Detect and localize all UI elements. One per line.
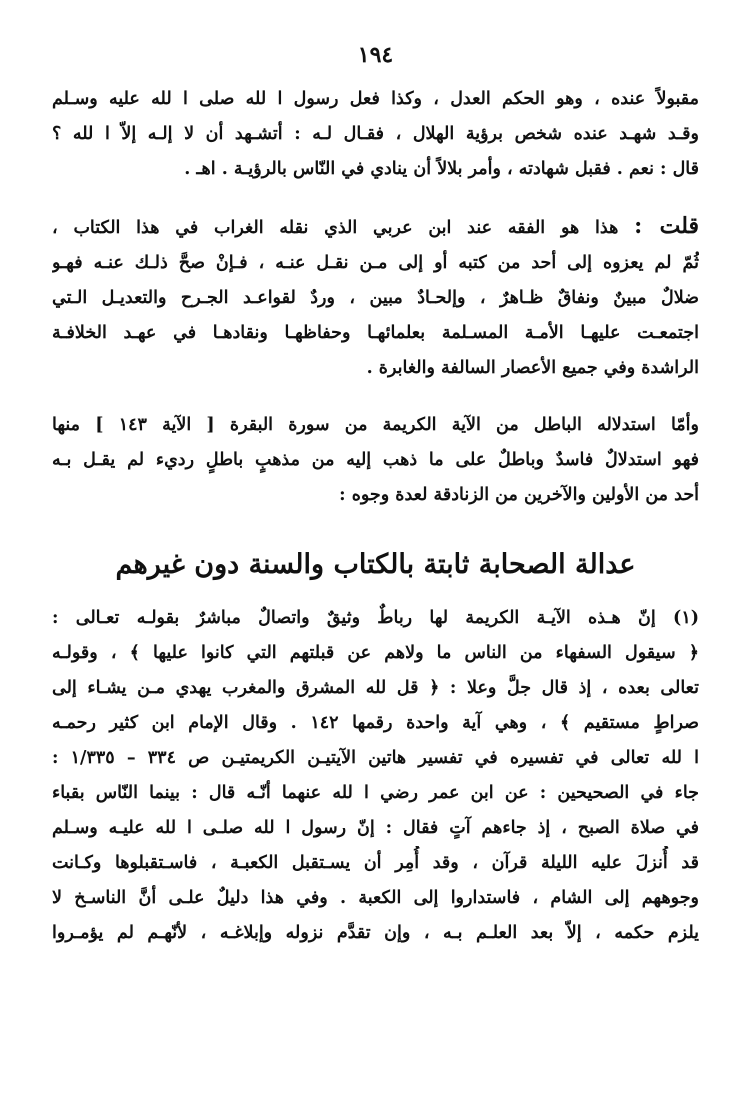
text-line: في صلاة الصبح ، إذ جاءهم آتٍ فقال : إنّ رسول ا لله صلـى ا لله عليـه وسـلم: [52, 818, 699, 838]
text-line: قال : نعم . فقبل شهادته ، وأمر بلالاً أن ينادي في النّاس بالرؤيـة . اهـ .: [184, 159, 699, 179]
text-line: صراطٍ مستقيم ﴾ ، وهي آية واحدة رقمها ١٤٢ . وقال الإمام ابن كثير رحمـه: [52, 713, 699, 733]
text-line: وأمّا استدلاله الباطل من الآية الكريمة من سورة البقرة [ الآية ١٤٣ ] منها: [52, 415, 699, 435]
qult-label: قلت :: [634, 213, 699, 239]
text-line: قد أُنزلَ عليه الليلة قرآن ، وقد أُمِر أن يسـتقبل الكعبـة ، فاسـتقبلوها وكـانت: [52, 853, 699, 873]
text-line: يلزم حكمه ، إلاّ بعد العلـم بـه ، وإن تقدَّم نزوله وإبلاغـه ، لأنّهـم لم يؤمـروا: [52, 923, 699, 943]
text-line: تعالى بعده ، إذ قال جلَّ وعلا : ﴿ قل لله المشرق والمغرب يهدي مـن يشـاء إلى: [52, 678, 699, 698]
text-line: وقـد شهـد عنده شخص برؤية الهلال ، فقـال لـه : أتشـهد أن لا إلـه إلاّ ا لله ؟: [52, 124, 699, 144]
text-line: فهو استدلالٌ فاسدٌ وباطلٌ على ما ذهب إليه من مذهبٍ باطلٍ رديء لم يقـل بـه: [52, 450, 699, 470]
page-number: ١٩٤: [357, 42, 394, 68]
text-line: (١) إنّ هـذه الآيـة الكريمة لها رباطٌ وثيقٌ واتصالٌ مباشرٌ بقولـه تعـالى :: [52, 608, 699, 628]
text-line: ثُمّ لم يعزوه إلى أحد من كتبه أو إلى مـن نقـل عنـه ، فـإنْ صحَّ ذلـك عنـه فهـو: [52, 253, 699, 273]
text-line: اجتمعـت عليهـا الأمـة المسـلمة بعلمائهـا وحفاظهـا ونقادهـا في عهـد الخلافـة: [52, 323, 699, 343]
qult-line-rest: هذا هو الفقه عند ابن عربي الذي نقله الغراب في هذا الكتاب ،: [52, 218, 619, 238]
paragraph-qult: [52, 209, 699, 386]
section-heading: عدالة الصحابة ثابتة بالكتاب والسنة دون غيرهم: [115, 549, 636, 580]
text-line: ﴿ سيقول السفهاء من الناس ما ولاهم عن قبلتهم التي كانوا عليها ﴾ ، وقولـه: [52, 643, 699, 663]
text-line: الراشدة وفي جميع الأعصار السالفة والغابرة .: [366, 358, 699, 378]
text-line: وجوههم إلى الشام ، فاستداروا إلى الكعبة . وفي هذا دليلٌ علـى أنَّ الناسـخ لا: [52, 888, 699, 908]
paragraph-testimony: [52, 82, 699, 187]
paragraph-istidlal: [52, 408, 699, 513]
text-line: ضلالٌ مبينٌ ونفاقٌ ظـاهرٌ ، وإلحـادٌ مبين ، وردٌ لقواعـد الجـرح والتعديـل الـتي: [52, 288, 699, 308]
text-line: ا لله تعالى في تفسيره في تفسير هاتين الآيتيـن الكريمتيـن ص ٣٣٤ – ١/٣٣٥ :: [52, 748, 699, 768]
text-line: مقبولاً عنده ، وهو الحكم العدل ، وكذا فعل رسول ا لله صلى ا لله عليه وسـلم: [52, 89, 699, 109]
paragraph-point-one: [52, 601, 699, 951]
text-line: جاء في الصحيحين : عن ابن عمر رضي ا لله عنهما أنّـه قال : بينما النّاس بقباء: [52, 783, 699, 803]
text-line: [52, 209, 699, 246]
text-line: أحد من الأولين والآخرين من الزنادقة لعدة وجوه :: [339, 485, 699, 505]
